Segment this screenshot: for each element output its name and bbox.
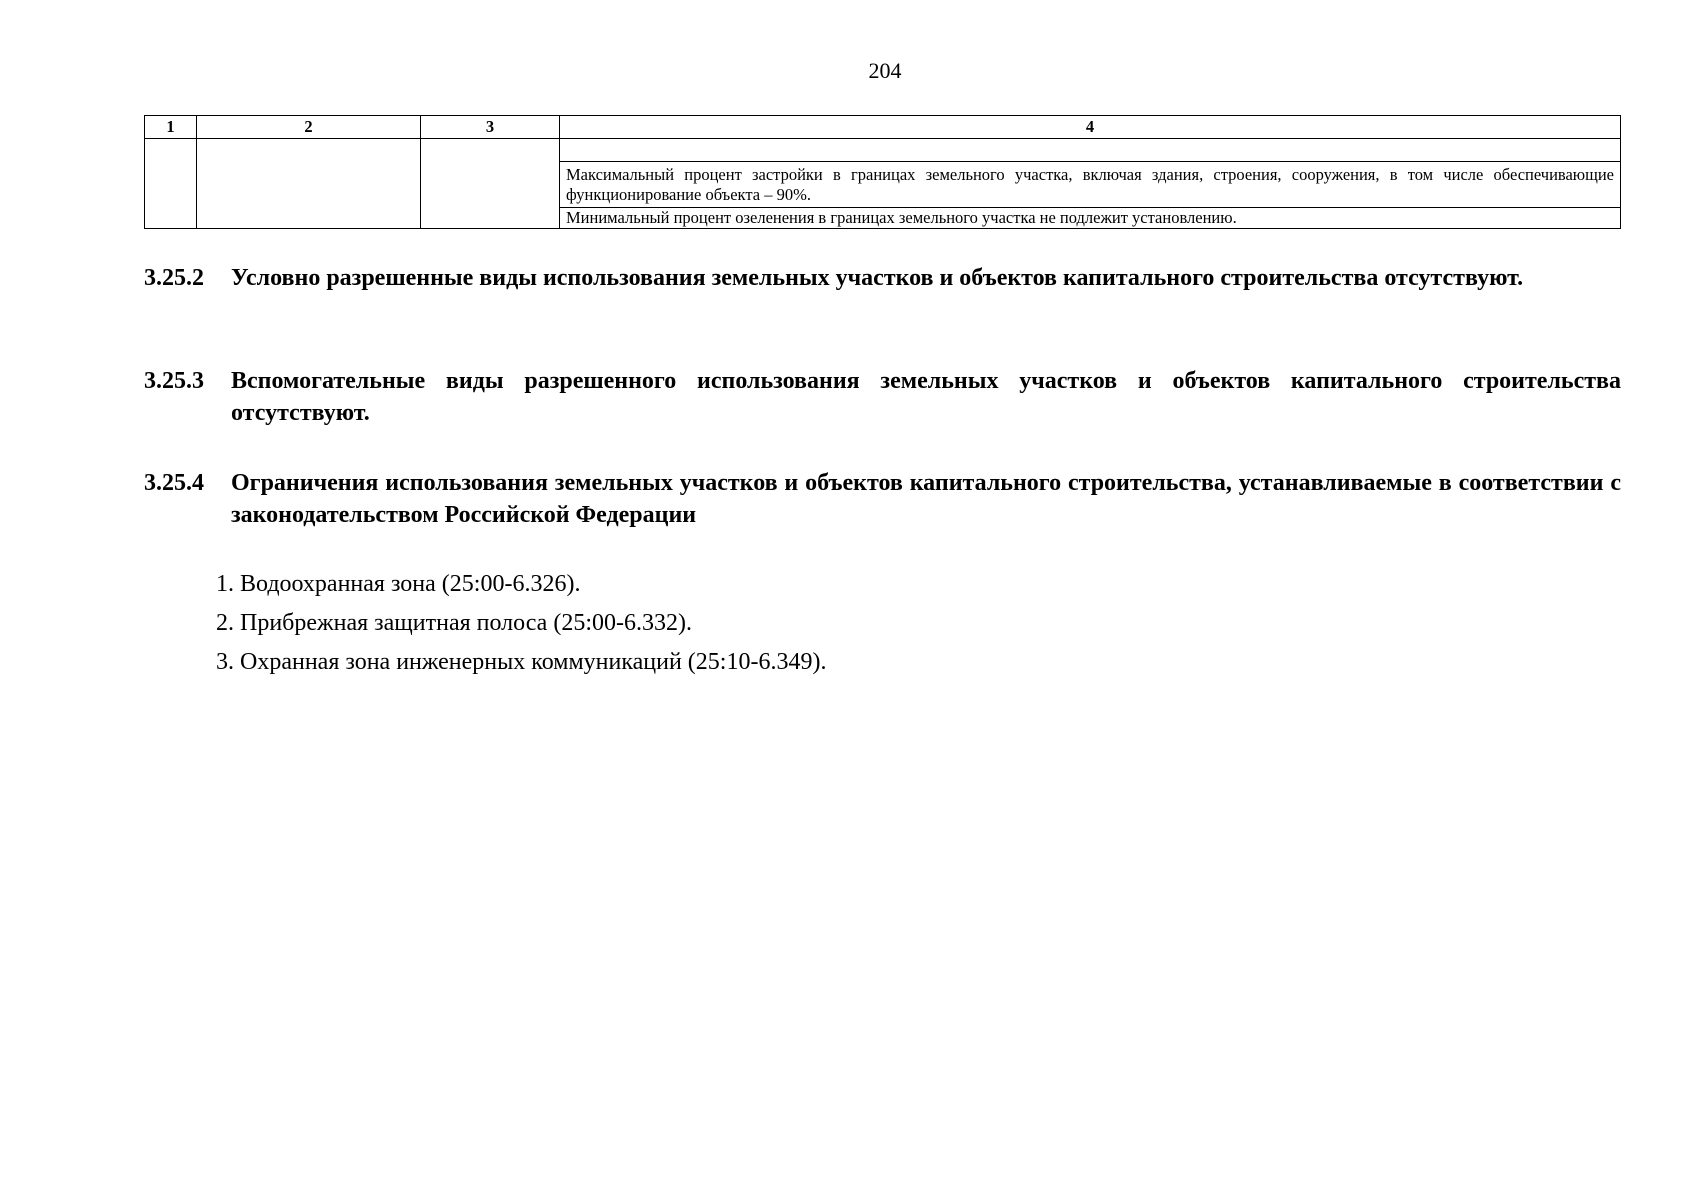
max-build-percent-cell: Максимальный процент застройки в границах земельного участка, включая здания, строения, сооружения, в том числе обеспечивающие функционирование объекта – 90%. — [560, 162, 1621, 208]
list-item: 3. Охранная зона инженерных коммуникаций (25:10-6.349). — [216, 649, 827, 675]
table-header-cell: 1 — [145, 116, 197, 139]
table-cell-col1 — [145, 139, 197, 229]
section-title: Ограничения использования земельных участков и объектов капитального строительства, устанавливаемые в соответствии с законодательством Российской Федерации — [231, 470, 1621, 528]
table-header-row — [145, 116, 1621, 139]
section-title: Условно разрешенные виды использования земельных участков и объектов капитального строительства отсутствуют. — [231, 265, 1524, 291]
table-cell-col4 — [560, 139, 1621, 162]
parameters-table — [144, 115, 1621, 229]
section-auxiliary-uses — [144, 365, 1621, 429]
table-cell-col3 — [421, 139, 560, 229]
table-header-cell: 4 — [560, 116, 1621, 139]
section-title: Вспомогательные виды разрешенного использования земельных участков и объектов капитального строительства отсутствуют. — [231, 368, 1621, 426]
section-number: 3.25.4 — [144, 470, 204, 496]
section-number: 3.25.3 — [144, 368, 204, 394]
list-item: 2. Прибрежная защитная полоса (25:00-6.332). — [216, 610, 692, 636]
table-row — [145, 139, 1621, 162]
min-green-percent-cell: Минимальный процент озеленения в границах земельного участка не подлежит установлению. — [560, 208, 1621, 229]
section-conditional-uses — [144, 262, 1621, 294]
table-header-cell: 3 — [421, 116, 560, 139]
table-header-cell: 2 — [197, 116, 421, 139]
page-number: 204 — [868, 58, 902, 83]
list-item: 1. Водоохранная зона (25:00-6.326). — [216, 571, 581, 597]
restrictions-list — [216, 565, 826, 682]
table-cell-col2 — [197, 139, 421, 229]
section-number: 3.25.2 — [144, 265, 204, 291]
section-restrictions — [144, 467, 1621, 531]
